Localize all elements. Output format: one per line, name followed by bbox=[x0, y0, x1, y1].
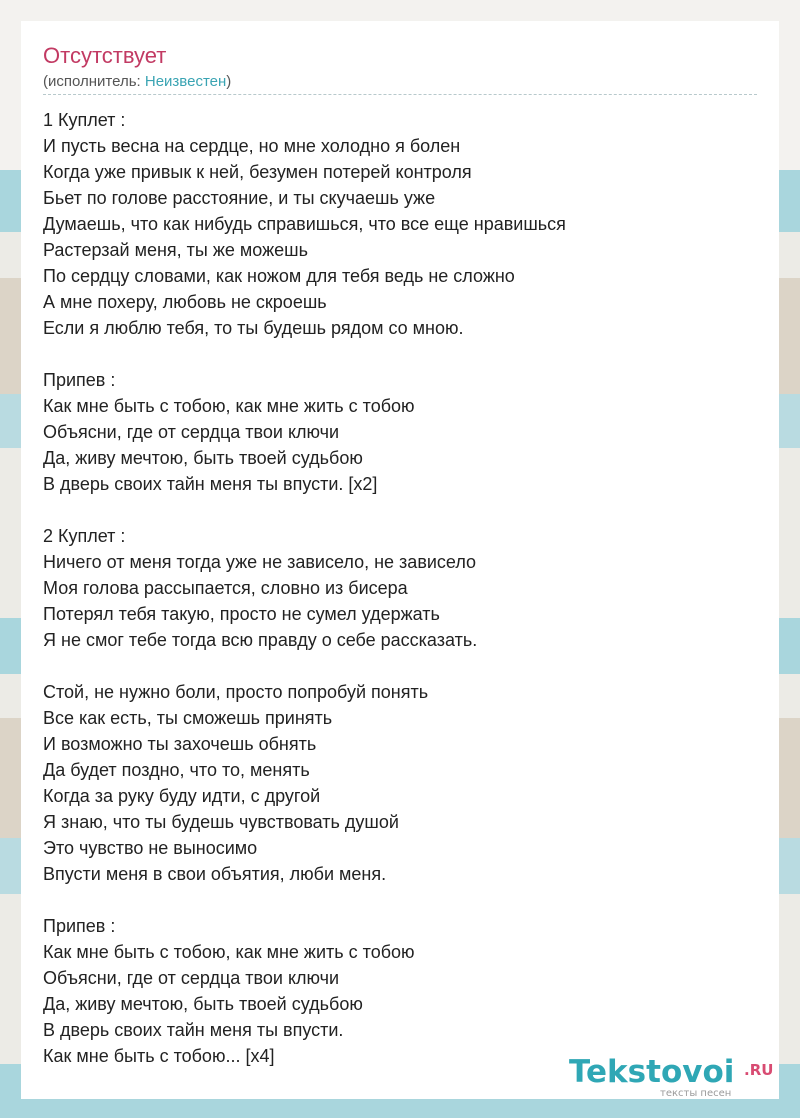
lyric-line: Моя голова рассыпается, словно из бисера bbox=[43, 578, 408, 598]
lyric-line: Как мне быть с тобою... [x4] bbox=[43, 1046, 275, 1066]
artist-line bbox=[43, 73, 231, 91]
lyric-line: Потерял тебя такую, просто не сумел удержать bbox=[43, 604, 440, 624]
lyric-line: Растерзай меня, ты же можешь bbox=[43, 240, 308, 260]
song-title: Отсутствует bbox=[43, 43, 167, 68]
lyric-line: Да будет поздно, что то, менять bbox=[43, 760, 310, 780]
lyric-line: И пусть весна на сердце, но мне холодно я болен bbox=[43, 136, 461, 156]
lyric-line: Ничего от меня тогда уже не зависело, не зависело bbox=[43, 552, 477, 572]
stanza-break bbox=[43, 887, 763, 913]
lyric-line: Припев : bbox=[43, 916, 116, 936]
lyric-line: 1 Куплет : bbox=[43, 110, 126, 130]
lyric-line: И возможно ты захочешь обнять bbox=[43, 734, 317, 754]
lyrics-card bbox=[21, 21, 779, 1099]
stanza-break bbox=[43, 341, 763, 367]
lyric-line: 2 Куплет : bbox=[43, 526, 126, 546]
artist-suffix: ) bbox=[226, 73, 232, 90]
logo-domain: .RU bbox=[744, 1061, 774, 1079]
lyric-line: Я не смог тебе тогда всю правду о себе рассказать. bbox=[43, 630, 478, 650]
dashed-divider bbox=[43, 94, 757, 95]
stanza-break bbox=[43, 497, 763, 523]
lyric-line: В дверь своих тайн меня ты впусти. [x2] bbox=[43, 474, 378, 494]
lyric-line: По сердцу словами, как ножом для тебя ведь не сложно bbox=[43, 266, 515, 286]
lyric-line: Все как есть, ты сможешь принять bbox=[43, 708, 333, 728]
lyric-line: Если я люблю тебя, то ты будешь рядом со мною. bbox=[43, 318, 464, 338]
lyric-line: Думаешь, что как нибудь справишься, что все еще нравишься bbox=[43, 214, 566, 234]
lyric-line: А мне похеру, любовь не скроешь bbox=[43, 292, 327, 312]
lyric-line: Когда за руку буду идти, с другой bbox=[43, 786, 321, 806]
lyric-line: Как мне быть с тобою, как мне жить с тобою bbox=[43, 942, 415, 962]
logo-tagline: тексты песен bbox=[660, 1088, 732, 1099]
stanza-break bbox=[43, 653, 763, 679]
site-logo[interactable] bbox=[569, 1054, 779, 1098]
lyric-line: Бьет по голове расстояние, и ты скучаешь уже bbox=[43, 188, 436, 208]
lyric-line: Да, живу мечтою, быть твоей судьбою bbox=[43, 994, 363, 1014]
lyric-line: Объясни, где от сердца твои ключи bbox=[43, 968, 340, 988]
lyric-line: Объясни, где от сердца твои ключи bbox=[43, 422, 340, 442]
lyric-line: Припев : bbox=[43, 370, 116, 390]
artist-prefix: (исполнитель: bbox=[43, 73, 145, 90]
logo-wordmark: Tekstovoi bbox=[569, 1054, 735, 1090]
lyric-line: Когда уже привык к ней, безумен потерей контроля bbox=[43, 162, 472, 182]
lyric-line: Как мне быть с тобою, как мне жить с тобою bbox=[43, 396, 415, 416]
lyric-line: Стой, не нужно боли, просто попробуй понять bbox=[43, 682, 429, 702]
lyric-line: Впусти меня в свои объятия, люби меня. bbox=[43, 864, 387, 884]
lyric-line: В дверь своих тайн меня ты впусти. bbox=[43, 1020, 344, 1040]
artist-link[interactable]: Неизвестен bbox=[144, 73, 227, 90]
lyrics-text bbox=[43, 107, 763, 1069]
lyric-line: Это чувство не выносимо bbox=[43, 838, 258, 858]
lyric-line: Я знаю, что ты будешь чувствовать душой bbox=[43, 812, 399, 832]
lyric-line: Да, живу мечтою, быть твоей судьбою bbox=[43, 448, 363, 468]
